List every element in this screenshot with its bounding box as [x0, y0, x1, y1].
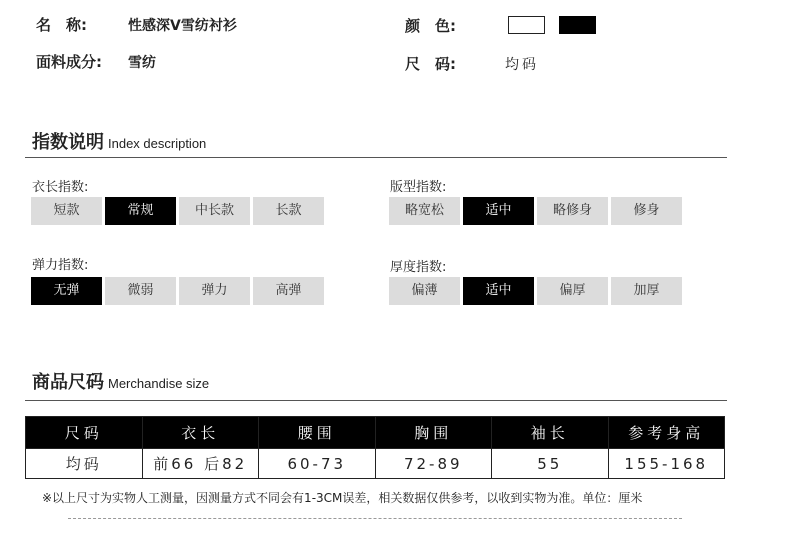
fit-option-loose[interactable]: 略宽松 — [389, 197, 460, 225]
cell-length: 前66 后82 — [142, 449, 259, 479]
fit-index-label: 版型指数: — [390, 180, 447, 195]
header-sleeve: 袖长 — [492, 417, 609, 449]
index-section-title — [32, 128, 206, 154]
thickness-option-extra-thick[interactable]: 加厚 — [611, 277, 682, 305]
fit-option-slightly-slim[interactable]: 略修身 — [537, 197, 608, 225]
fit-option-medium[interactable]: 适中 — [463, 197, 534, 225]
size-section-title — [32, 368, 209, 394]
fabric-value: 雪纺 — [128, 55, 156, 71]
length-option-midlong[interactable]: 中长款 — [179, 197, 250, 225]
thickness-option-thin[interactable]: 偏薄 — [389, 277, 460, 305]
stretch-option-high[interactable]: 高弹 — [253, 277, 324, 305]
measurement-note: ※以上尺寸为实物人工测量，因测量方式不同会有1-3CM误差，相关数据仅供参考，以收到实物为准。单位：厘米 — [42, 491, 643, 505]
header-height: 参考身高 — [608, 417, 725, 449]
color-swatch-white[interactable] — [508, 16, 545, 34]
cell-height: 155-168 — [608, 449, 725, 479]
dashed-divider — [68, 518, 682, 519]
length-index-options — [31, 197, 324, 225]
table-row — [26, 449, 725, 479]
thickness-index-label: 厚度指数: — [390, 260, 447, 275]
fabric-label: 面料成分: — [36, 53, 102, 71]
cell-size: 均码 — [26, 449, 143, 479]
color-swatch-black[interactable] — [559, 16, 596, 34]
header-length: 衣长 — [142, 417, 259, 449]
size-divider — [25, 400, 727, 401]
cell-sleeve: 55 — [492, 449, 609, 479]
stretch-index-options — [31, 277, 324, 305]
index-divider — [25, 157, 727, 158]
thickness-index-options — [389, 277, 682, 305]
size-table — [25, 416, 725, 479]
size-title-text: 商品尺码 — [32, 372, 104, 393]
header-waist: 腰围 — [259, 417, 376, 449]
length-option-short[interactable]: 短款 — [31, 197, 102, 225]
thickness-option-thick[interactable]: 偏厚 — [537, 277, 608, 305]
stretch-option-none[interactable]: 无弹 — [31, 277, 102, 305]
color-label: 颜 色: — [405, 17, 456, 35]
size-value: 均码 — [505, 57, 539, 73]
header-bust: 胸围 — [375, 417, 492, 449]
size-subtitle: Merchandise size — [108, 376, 210, 391]
stretch-index-label: 弹力指数: — [32, 258, 89, 273]
length-index-label: 衣长指数: — [32, 180, 89, 195]
stretch-option-slight[interactable]: 微弱 — [105, 277, 176, 305]
index-title-text: 指数说明 — [32, 132, 104, 153]
fit-option-slim[interactable]: 修身 — [611, 197, 682, 225]
index-subtitle: Index description — [108, 136, 207, 151]
cell-bust: 72-89 — [375, 449, 492, 479]
size-table-header — [26, 417, 725, 449]
name-label: 名 称: — [36, 16, 87, 34]
thickness-option-medium[interactable]: 适中 — [463, 277, 534, 305]
length-option-long[interactable]: 长款 — [253, 197, 324, 225]
header-size: 尺码 — [26, 417, 143, 449]
name-value: 性感深V雪纺衬衫 — [128, 18, 237, 34]
size-label: 尺 码: — [405, 55, 456, 73]
stretch-option-elastic[interactable]: 弹力 — [179, 277, 250, 305]
cell-waist: 60-73 — [259, 449, 376, 479]
fit-index-options — [389, 197, 682, 225]
length-option-regular[interactable]: 常规 — [105, 197, 176, 225]
